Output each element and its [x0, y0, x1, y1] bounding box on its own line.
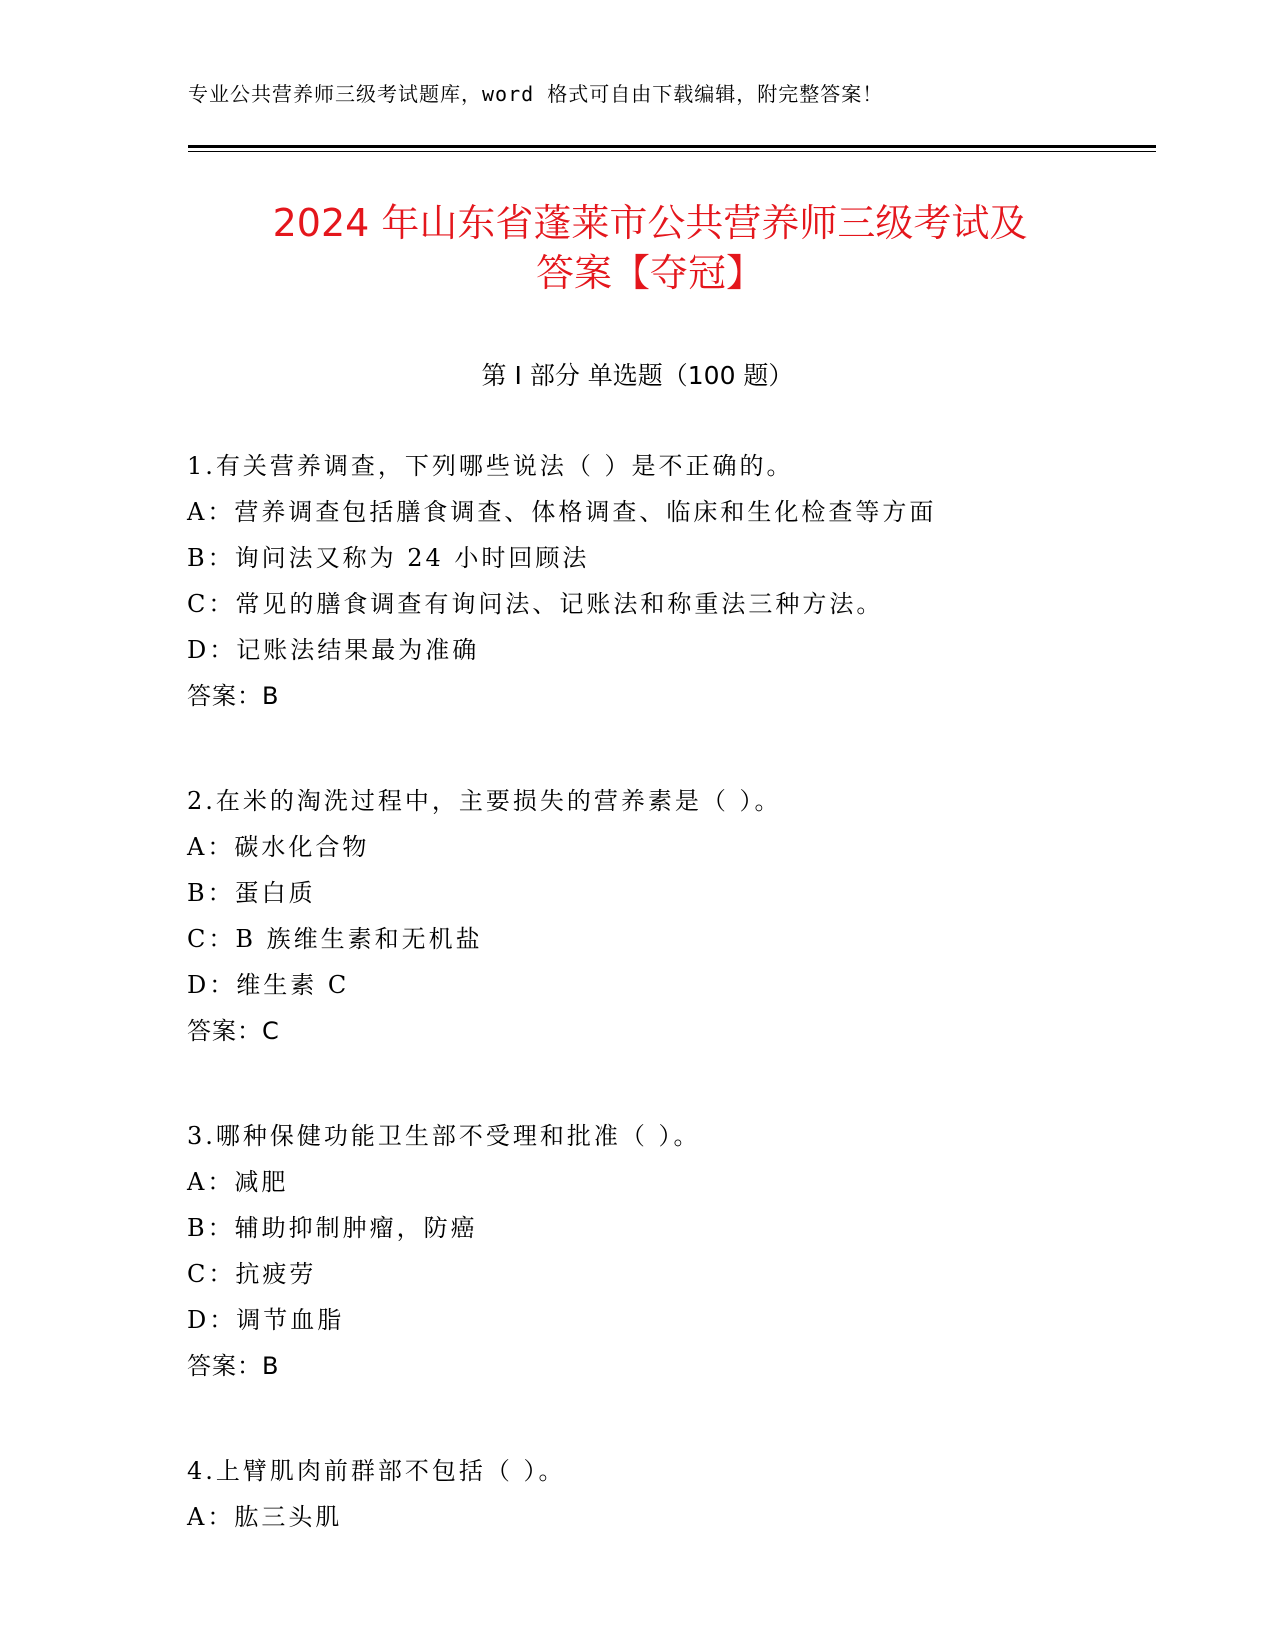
question-answer: 答案：C — [187, 1017, 280, 1045]
section-title: 第 I 部分 单选题（100 题） — [481, 361, 794, 390]
question-option: A：碳水化合物 — [187, 833, 370, 861]
question-answer: 答案：B — [187, 682, 280, 710]
header-rule-thin — [188, 151, 1156, 152]
question-option: D：记账法结果最为准确 — [187, 636, 480, 664]
question-option: C：抗疲劳 — [187, 1260, 317, 1288]
question-option: A：减肥 — [187, 1168, 289, 1196]
document-title — [150, 198, 1150, 298]
question-item — [187, 1448, 1167, 1540]
question-stem: 3.哪种保健功能卫生部不受理和批准（ ）。 — [187, 1122, 701, 1150]
question-stem: 1.有关营养调查，下列哪些说法（ ）是不正确的。 — [187, 452, 794, 480]
question-option: D：维生素 C — [187, 971, 350, 999]
question-option: C：B 族维生素和无机盐 — [187, 925, 483, 953]
question-answer: 答案：B — [187, 1352, 280, 1380]
question-stem: 4.上臂肌肉前群部不包括（ ）。 — [187, 1457, 566, 1485]
question-option: B：蛋白质 — [187, 879, 316, 907]
document-title-line2: 答案【夺冠】 — [535, 251, 764, 295]
question-option: A：肱三头肌 — [187, 1503, 343, 1531]
question-list — [187, 443, 1167, 1599]
header-note: 专业公共营养师三级考试题库，word 格式可自由下载编辑，附完整答案！ — [188, 82, 884, 106]
document-title-line1: 2024 年山东省蓬莱市公共营养师三级考试及 — [272, 201, 1028, 245]
question-item — [187, 1113, 1167, 1389]
header-rule-thick — [188, 145, 1156, 148]
question-option: B：询问法又称为 24 小时回顾法 — [187, 544, 590, 572]
question-option: B：辅助抑制肿瘤，防癌 — [187, 1214, 478, 1242]
question-stem: 2.在米的淘洗过程中，主要损失的营养素是（ ）。 — [187, 787, 782, 815]
question-option: D：调节血脂 — [187, 1306, 345, 1334]
question-option: C：常见的膳食调查有询问法、记账法和称重法三种方法。 — [187, 590, 884, 618]
question-item — [187, 443, 1167, 719]
question-option: A：营养调查包括膳食调查、体格调查、临床和生化检查等方面 — [187, 498, 937, 526]
question-item — [187, 778, 1167, 1054]
